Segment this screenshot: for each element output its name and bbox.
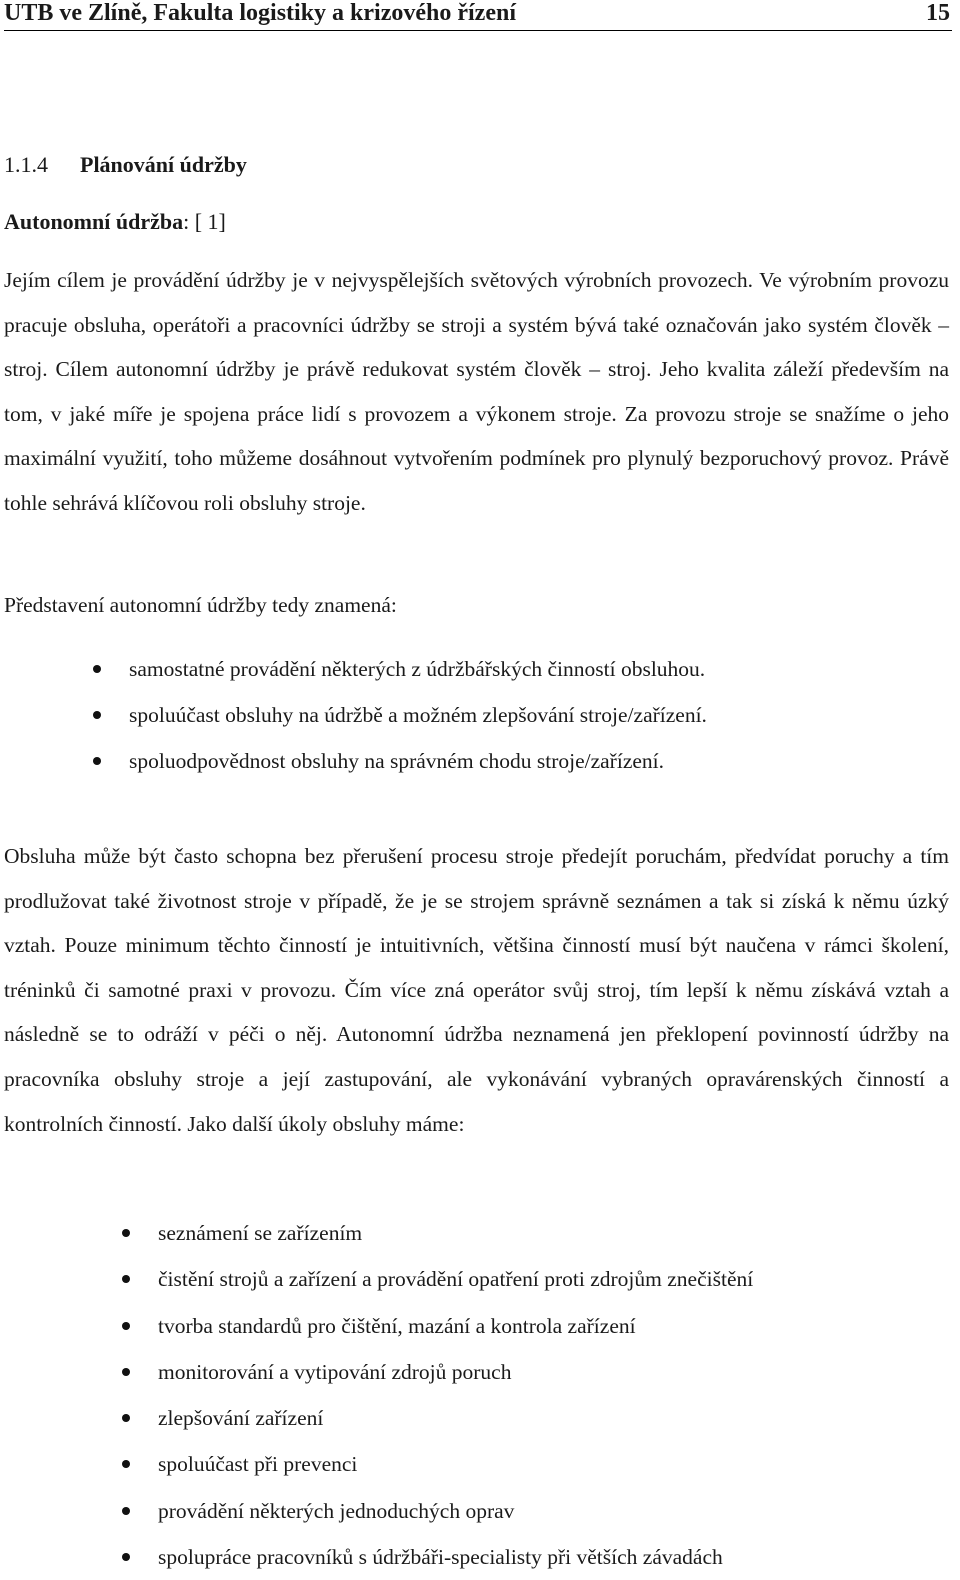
section-title: Plánování údržby bbox=[80, 152, 247, 177]
list-item: seznámení se zařízením bbox=[158, 1210, 753, 1256]
bullet-icon bbox=[93, 757, 101, 765]
bullet-list-tasks bbox=[158, 1210, 753, 1580]
paragraph-intro: Jejím cílem je provádění údržby je v nejvyspělejších světových výrobních provozech. Ve výrobním provozu pracuje obsluha, operátoři a pracovníci údržby se stroji a systém bývá také označován jako systém člověk – stroj. Cílem autonomní údržby je právě redukovat systém člověk – stroj. Jeho kvalita záleží především na tom, v jaké míře je spojena práce lidí s provozem a výkonem stroje. Za provozu stroje se snažíme o jeho maximální využití, toho můžeme dosáhnout vytvořením podmínek pro plynulý bezporuchový provoz. Právě tohle sehrává klíčovou roli obsluhy stroje. bbox=[4, 268, 949, 515]
subheading-bold: Autonomní údržba bbox=[4, 209, 184, 234]
bullet-icon bbox=[122, 1507, 130, 1515]
subheading-citation: : [ 1] bbox=[183, 209, 226, 234]
section-heading bbox=[4, 150, 247, 180]
bullet-icon bbox=[122, 1368, 130, 1376]
list-item: monitorování a vytipování zdrojů poruch bbox=[158, 1349, 753, 1395]
list-item: spolupráce pracovníků s údržbáři-specialisty při větších závadách bbox=[158, 1534, 753, 1580]
list-item: spoluodpovědnost obsluhy na správném chodu stroje/zařízení. bbox=[129, 738, 707, 784]
bullet-icon bbox=[122, 1229, 130, 1237]
running-header bbox=[4, 0, 952, 31]
list-item: tvorba standardů pro čištění, mazání a kontrola zařízení bbox=[158, 1303, 753, 1349]
bullet-icon bbox=[122, 1275, 130, 1283]
bullet-icon bbox=[122, 1553, 130, 1561]
bullet-icon bbox=[93, 711, 101, 719]
list-item: spoluúčast obsluhy na údržbě a možném zlepšování stroje/zařízení. bbox=[129, 692, 707, 738]
paragraph-list-intro: Představení autonomní údržby tedy znamená: bbox=[4, 593, 397, 617]
bullet-list-autonomous bbox=[129, 646, 707, 784]
paragraph-operator: Obsluha může být často schopna bez přerušení procesu stroje předejít poruchám, předvídat poruchy a tím prodlužovat také životnost stroje v případě, že je se strojem správně seznámen a tak si získá k němu úzký vztah. Pouze minimum těchto činností je intuitivních, většina činností musí být naučena v rámci školení, tréninků či samotné praxi v provozu. Čím více zná operátor svůj stroj, tím lepší k němu získává vztah a následně se to odráží v péči o něj. Autonomní údržba neznamená jen překlopení povinností údržby na pracovníka obsluhy stroje a její zastupování, ale vykonávání vybraných opravárenských činností a kontrolních činností. Jako další úkoly obsluhy máme: bbox=[4, 844, 949, 1136]
bullet-icon bbox=[122, 1460, 130, 1468]
list-item: provádění některých jednoduchých oprav bbox=[158, 1488, 753, 1534]
subheading bbox=[4, 207, 226, 237]
list-item: zlepšování zařízení bbox=[158, 1395, 753, 1441]
bullet-icon bbox=[122, 1322, 130, 1330]
section-number: 1.1.4 bbox=[4, 152, 48, 177]
list-item: čistění strojů a zařízení a provádění opatření proti zdrojům znečištění bbox=[158, 1256, 753, 1302]
list-item: samostatné provádění některých z údržbářských činností obsluhou. bbox=[129, 646, 707, 692]
page-number: 15 bbox=[926, 0, 950, 26]
bullet-icon bbox=[93, 665, 101, 673]
header-school-name: UTB ve Zlíně, Fakulta logistiky a krizového řízení bbox=[4, 0, 517, 26]
bullet-icon bbox=[122, 1414, 130, 1422]
list-item: spoluúčast při prevenci bbox=[158, 1441, 753, 1487]
